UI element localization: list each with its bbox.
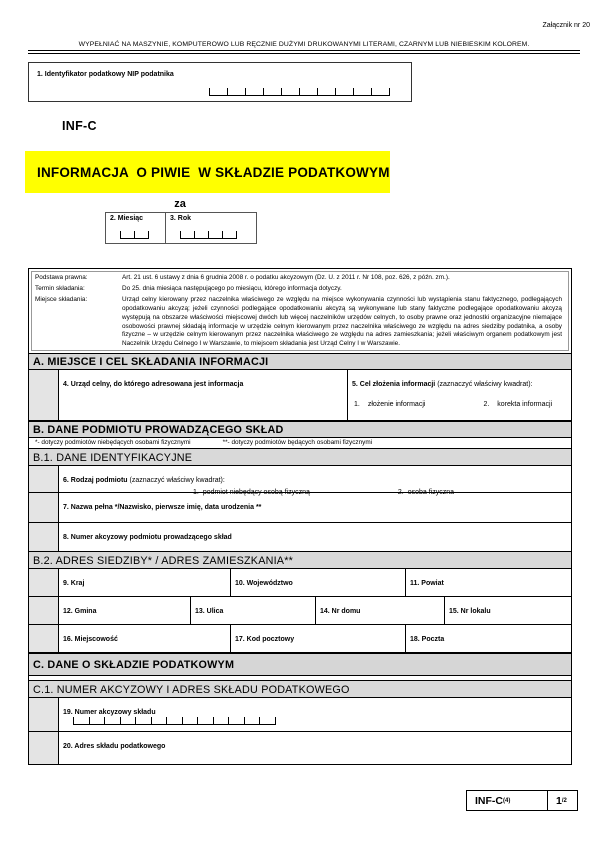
postal-code-label: 17. Kod pocztowy [235, 635, 295, 643]
footnote-single-asterisk: *- dotyczy podmiotów niebędących osobami fizycznymi [35, 439, 191, 447]
legal-row-place [32, 295, 568, 350]
warehouse-number-comb-input[interactable] [73, 717, 276, 725]
gutter [29, 493, 59, 522]
legal-row-basis [32, 272, 568, 283]
warehouse-excise-number-field[interactable] [59, 698, 571, 731]
customs-office-field[interactable] [59, 370, 347, 420]
legal-basis-text: Art. 21 ust. 6 ustawy z dnia 6 grudnia 2008 r. o podatku akcyzowym (Dz. U. z 2011 r. Nr 108, poz. 626, z późn. zm.). [122, 273, 450, 281]
warehouse-address-field[interactable] [59, 732, 571, 764]
gutter [29, 625, 59, 652]
warehouse-address-row [29, 732, 571, 764]
post-office-label: 18. Poczta [410, 635, 445, 643]
postal-code-field[interactable] [230, 625, 405, 652]
footnote-double-asterisk: **- dotyczy podmiotów będących osobami fizycznymi [222, 439, 373, 447]
section-b2-header: B.2. ADRES SIEDZIBY* / ADRES ZAMIESZKANIA** [29, 552, 571, 569]
legal-info-block [31, 271, 569, 351]
entity-option-person[interactable]: 2. osoba fizyczna [397, 488, 455, 496]
section-c-header: C. DANE O SKŁADZIE PODATKOWYM [29, 653, 571, 676]
section-a-header: A. MIEJSCE I CEL SKŁADANIA INFORMACJI [29, 353, 571, 370]
legal-place-label: Miejsce składania: [35, 296, 88, 304]
gutter [29, 698, 59, 731]
footnotes-row [29, 438, 571, 449]
full-name-label: 7. Nazwa pełna */Nazwisko, pierwsze imię, data urodzenia ** [63, 503, 262, 511]
full-name-row [29, 493, 571, 523]
gutter [29, 732, 59, 764]
address-row-3 [29, 625, 571, 653]
footer-form-code: INF-C (4) [467, 791, 548, 810]
excise-number-label: 8. Numer akcyzowy podmiotu prowadzącego skład [63, 533, 232, 541]
gutter [29, 523, 59, 551]
gutter [29, 466, 59, 492]
gutter [29, 597, 59, 624]
entity-type-hint: (zaznaczyć właściwy kwadrat): [129, 476, 225, 484]
footer-form-version: (4) [503, 797, 511, 804]
month-field[interactable] [106, 213, 166, 243]
apartment-number-label: 15. Nr lokalu [449, 607, 491, 615]
gutter [29, 370, 59, 420]
section-b-header: B. DANE PODMIOTU PROWADZĄCEGO SKŁAD [29, 421, 571, 438]
year-field[interactable] [166, 213, 256, 243]
entity-type-row [29, 466, 571, 496]
house-number-field[interactable] [315, 597, 444, 624]
warehouse-number-row [29, 698, 571, 732]
nip-field-label: 1. Identyfikator podatkowy NIP podatnika [37, 71, 174, 78]
district-field[interactable] [405, 569, 571, 596]
period-label: za [174, 198, 186, 210]
warehouse-excise-number-label: 19. Numer akcyzowy składu [63, 708, 156, 716]
form-body [28, 268, 572, 765]
house-number-label: 14. Nr domu [320, 607, 361, 615]
top-instruction: WYPEŁNIAĆ NA MASZYNIE, KOMPUTEROWO LUB RĘCZNIE DUŻYMI DRUKOWANYMI LITERAMI, CZARNYM LUB NIEBIESKIM KOLOREM. [78, 41, 530, 48]
attachment-note: Załącznik nr 20 [542, 22, 590, 29]
month-field-label: 2. Miesiąc [110, 215, 144, 222]
purpose-hint: (zaznaczyć właściwy kwadrat): [437, 380, 533, 388]
section-b1-header: B.1. DANE IDENTYFIKACYJNE [29, 449, 571, 466]
post-office-field[interactable] [405, 625, 571, 652]
entity-option-non-person[interactable]: 1. podmiot niebędący osobą fizyczną [193, 488, 310, 496]
voivodeship-label: 10. Województwo [235, 579, 293, 587]
commune-label: 12. Gmina [63, 607, 97, 615]
commune-field[interactable] [59, 597, 190, 624]
legal-deadline-label: Termin składania: [35, 284, 85, 292]
district-label: 11. Powiat [410, 579, 444, 587]
section-a-row [29, 370, 571, 421]
legal-basis-label: Podstawa prawna: [35, 273, 88, 281]
excise-number-field[interactable] [59, 523, 571, 551]
city-label: 16. Miejscowość [63, 635, 118, 643]
street-label: 13. Ulica [195, 607, 224, 615]
month-comb-input[interactable] [120, 231, 149, 239]
top-rule [28, 50, 580, 54]
entity-type-field [59, 466, 571, 496]
nip-field-box[interactable] [28, 62, 412, 102]
purpose-option-correction[interactable]: 2. korekta informacji [483, 400, 553, 408]
footer-page-total: /2 [561, 797, 567, 804]
legal-deadline-text: Do 25. dnia miesiąca następującego po miesiącu, którego informacja dotyczy. [122, 284, 342, 292]
warehouse-address-label: 20. Adres składu podatkowego [63, 742, 166, 750]
full-name-field[interactable] [59, 493, 571, 522]
year-comb-input[interactable] [180, 231, 237, 239]
excise-number-row [29, 523, 571, 552]
address-row-2 [29, 597, 571, 625]
legal-row-deadline [32, 283, 568, 294]
form-title-bar [25, 151, 390, 193]
entity-type-label: 6. Rodzaj podmiotu (zaznaczyć właściwy kwadrat): [63, 476, 225, 484]
year-field-label: 3. Rok [170, 215, 192, 222]
gutter [29, 569, 59, 596]
address-row-1 [29, 569, 571, 597]
apartment-number-field[interactable] [444, 597, 571, 624]
period-box [105, 212, 257, 244]
country-label: 9. Kraj [63, 579, 85, 587]
nip-comb-input[interactable] [209, 88, 390, 96]
form-title: INFORMACJA O PIWIE W SKŁADZIE PODATKOWYM [37, 164, 390, 180]
street-field[interactable] [190, 597, 315, 624]
form-code: INF-C [62, 119, 97, 133]
legal-place-text: Urząd celny kierowany przez naczelnika właściwego ze względu na miejsce wykonywania czynności lub wystąpienia stanu faktycznego, podlegających opodatkowaniu akcyzą; jeżeli czynności podlegające opodatkowaniu akcyzą są wykonywane lub stany faktyczne podlegające opodatkowaniu akcyzą występują na obszarze właściwości miejscowej dwóch lub więcej naczelników urzędów celnych, to osoby prawne oraz jednostki organizacyjne niemające osobowości prawnej składają informacje w urzędzie celnym kierowanym przez naczelnika właściwego ze względu na adres siedziby podatnika, a osoby fizyczne – w urzędzie celnym kierowanym przez naczelnika właściwego ze względu na adres zamieszkania; jeżeli właściwym organem podatkowym jest Naczelnik Urzędu Celnego I w Warszawie, to miejscem składania jest Urząd Celny I w Warszawie. [122, 296, 562, 348]
purpose-field [347, 370, 571, 420]
section-c1-header: C.1. NUMER AKCYZOWY I ADRES SKŁADU PODATKOWEGO [29, 681, 571, 698]
city-field[interactable] [59, 625, 230, 652]
purpose-option-submission[interactable]: 1. złożenie informacji [354, 400, 426, 408]
voivodeship-field[interactable] [230, 569, 405, 596]
purpose-label: 5. Cel złożenia informacji (zaznaczyć właściwy kwadrat): [352, 380, 533, 388]
customs-office-label: 4. Urząd celny, do którego adresowana jest informacja [63, 380, 244, 388]
country-field[interactable] [59, 569, 230, 596]
footer-page-number: 1 /2 [556, 794, 567, 807]
footer-box [466, 790, 578, 811]
